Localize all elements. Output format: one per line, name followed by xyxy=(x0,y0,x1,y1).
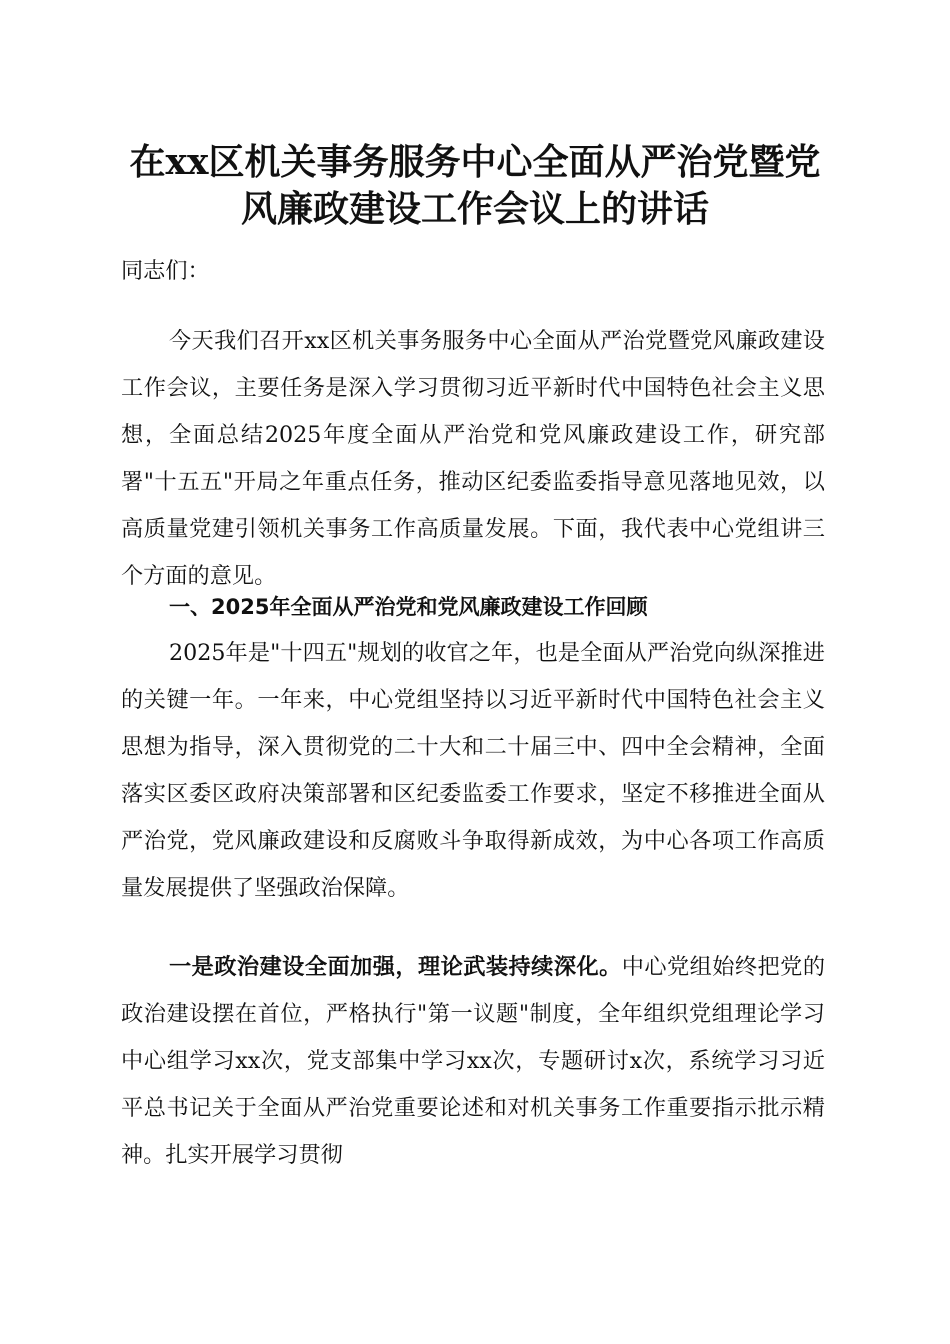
salutation: 同志们： xyxy=(121,258,210,284)
document-title-line-2: 风廉政建设工作会议上的讲话 xyxy=(240,188,709,230)
political-building-paragraph xyxy=(121,944,825,1179)
paragraph-lead-sentence: 一是政治建设全面加强，理论武装持续深化。 xyxy=(169,954,622,980)
paragraph-body: 中心党组始终把党的政治建设摆在首位，严格执行"第一议题"制度，全年组织党组理论学习中心组学习xx次，党支部集中学习xx次，专题研讨x次，系统学习习近平总书记关于全面从严治党重要论述和对机关事务工作重要指示批示精神。扎实开展学习贯彻 xyxy=(121,954,826,1168)
opening-paragraph: 今天我们召开xx区机关事务服务中心全面从严治党暨党风廉政建设工作会议，主要任务是深入学习贯彻习近平新时代中国特色社会主义思想，全面总结2025年度全面从严治党和党风廉政建设工作，研究部署"十五五"开局之年重点任务，推动区纪委监委指导意见落地见效，以高质量党建引领机关事务工作高质量发展。下面，我代表中心党组讲三个方面的意见。 xyxy=(121,328,825,589)
section-heading: 一、2025年全面从严治党和党风廉政建设工作回顾 xyxy=(169,595,648,619)
document-title-line-1: 在xx区机关事务服务中心全面从严治党暨党 xyxy=(129,141,821,183)
review-paragraph: 2025年是"十四五"规划的收官之年，也是全面从严治党向纵深推进的关键一年。一年来，中心党组坚持以习近平新时代中国特色社会主义思想为指导，深入贯彻党的二十大和二十届三中、四中全会精神，全面落实区委区政府决策部署和区纪委监委工作要求，坚定不移推进全面从严治党，党风廉政建设和反腐败斗争取得新成效，为中心各项工作高质量发展提供了坚强政治保障。 xyxy=(121,640,825,901)
